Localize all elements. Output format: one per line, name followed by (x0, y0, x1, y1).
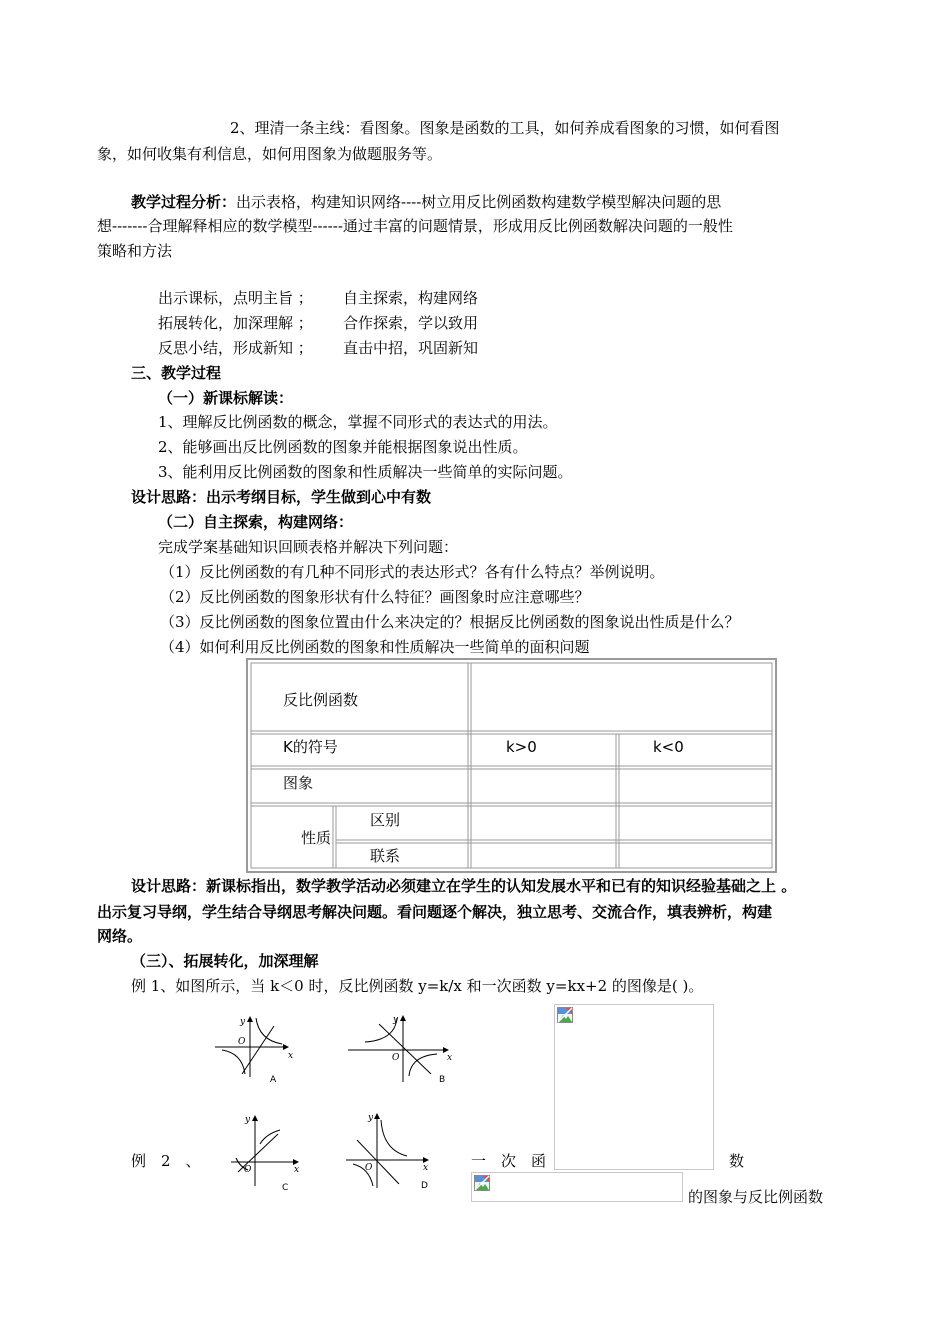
design-note-2-line-3: 网络。 (97, 927, 143, 945)
goal-1: 1、理解反比例函数的概念，掌握不同形式的表达式的用法。 (158, 413, 558, 431)
table-cell-function: 反比例函数 (283, 691, 359, 709)
graph-d-label: D (421, 1181, 428, 1191)
graph-b-origin: O (392, 1053, 400, 1063)
analysis-line-1 (131, 192, 721, 212)
example-2-mid: 一 次 函 (471, 1152, 547, 1170)
graph-c-origin: O (244, 1165, 252, 1175)
section-3-title: 三、教学过程 (131, 364, 222, 382)
graph-option-a (210, 1012, 300, 1087)
table-cell-graph: 图象 (283, 774, 314, 792)
graph-a-x-label: x (288, 1051, 294, 1061)
analysis-label: 教学过程分析： (131, 193, 237, 211)
question-1: （1）反比例函数的有几种不同形式的表达形式？各有什么特点？举例说明。 (160, 563, 665, 581)
example-2-shu: 数 (729, 1152, 745, 1170)
example-1: 例 1、如图所示，当 k＜0 时，反比例函数 y=k/x 和一次函数 y=kx+2 的图像是( )。 (131, 977, 704, 995)
question-4: （4）如何利用反比例函数的图象和性质解决一些简单的面积问题 (160, 638, 590, 656)
design-note-2-line-1: 设计思路：新课标指出，数学教学活动必须建立在学生的认知发展水平和已有的知识经验基础之上 。 (131, 877, 797, 895)
section-3c-title-text: （三）、拓展转化，加深理解 (131, 952, 319, 970)
step-left-2: 拓展转化，加深理解 ； (158, 314, 313, 332)
graph-a-origin: O (238, 1037, 246, 1047)
step-right-2: 合作探索，学以致用 (343, 314, 479, 332)
intro-line-2: 象，如何收集有利信息，如何用图象为做题服务等。 (97, 145, 443, 163)
analysis-line-3: 策略和方法 (97, 242, 173, 260)
broken-image-icon (474, 1175, 490, 1191)
table-cell-k-negative: k<0 (653, 738, 684, 756)
task-line: 完成学案基础知识回顾表格并解决下列问题： (158, 538, 459, 556)
graph-d-x-label: x (423, 1163, 429, 1173)
table-cell-k-sign: K的符号 (283, 738, 338, 756)
missing-image-large (554, 1004, 714, 1170)
intro-line-1: 2、理清一条主线：看图象。图象是函数的工具，如何养成看图象的习惯，如何看图 (230, 119, 780, 137)
table-cell-property: 性质 (301, 829, 332, 847)
design-note-2-line-2: 出示复习导纲，学生结合导纲思考解决问题。看问题逐个解决，独立思考、交流合作，填表辨析，构建 (97, 903, 773, 921)
graph-option-c (228, 1112, 308, 1194)
step-left-3: 反思小结，形成新知 ； (158, 339, 313, 357)
graph-b-label: B (439, 1075, 446, 1085)
example-2-prefix: 例 2 、 (131, 1152, 201, 1170)
question-2: （2）反比例函数的图象形状有什么特征？画图象时应注意哪些？ (160, 588, 590, 606)
step-left-1: 出示课标，点明主旨 ； (158, 289, 313, 307)
missing-image-small (471, 1172, 683, 1202)
design-note-1: 设计思路：出示考纲目标，学生做到心中有数 (131, 488, 432, 506)
table-cell-connection: 联系 (370, 847, 401, 865)
table-cell-k-positive: k>0 (506, 738, 537, 756)
step-right-3: 直击中招，巩固新知 (343, 339, 479, 357)
graph-c-y-label: y (245, 1115, 251, 1125)
graph-c-label: C (282, 1183, 289, 1193)
graph-option-b (345, 1012, 455, 1087)
graph-c-x-label: x (294, 1165, 300, 1175)
table-cell-difference: 区别 (370, 811, 401, 829)
section-3c-title (131, 951, 319, 971)
graph-b-x-label: x (447, 1053, 453, 1063)
example-2-tail: 的图象与反比例函数 (688, 1188, 824, 1206)
graph-d-y-label: y (368, 1113, 374, 1123)
section-3-sub-1: （一）新课标解读： (158, 389, 294, 407)
graph-d-origin: O (365, 1163, 373, 1173)
goal-3: 3、能利用反比例函数的图象和性质解决一些简单的实际问题。 (158, 463, 573, 481)
section-3-sub-2 (158, 512, 353, 532)
broken-image-icon (557, 1007, 573, 1023)
analysis-text-1: 出示表格，构建知识网络----树立用反比例函数构建数学模型解决问题的思 (236, 193, 722, 211)
goal-2: 2、能够画出反比例函数的图象并能根据图象说出性质。 (158, 438, 528, 456)
graph-a-label: A (270, 1075, 277, 1085)
analysis-line-2: 想-------合理解释相应的数学模型------通过丰富的问题情景，形成用反比例函数解决问题的一般性 (97, 217, 733, 235)
graph-a-y-label: y (240, 1017, 246, 1027)
graph-b-y-label: y (393, 1015, 399, 1025)
graph-option-d (343, 1110, 438, 1194)
section-3-sub-2-text: （二）自主探索，构建网络： (158, 513, 354, 531)
step-right-1: 自主探索，构建网络 (343, 289, 479, 307)
question-3: （3）反比例函数的图象位置由什么来决定的？根据反比例函数的图象说出性质是什么？ (160, 613, 740, 631)
